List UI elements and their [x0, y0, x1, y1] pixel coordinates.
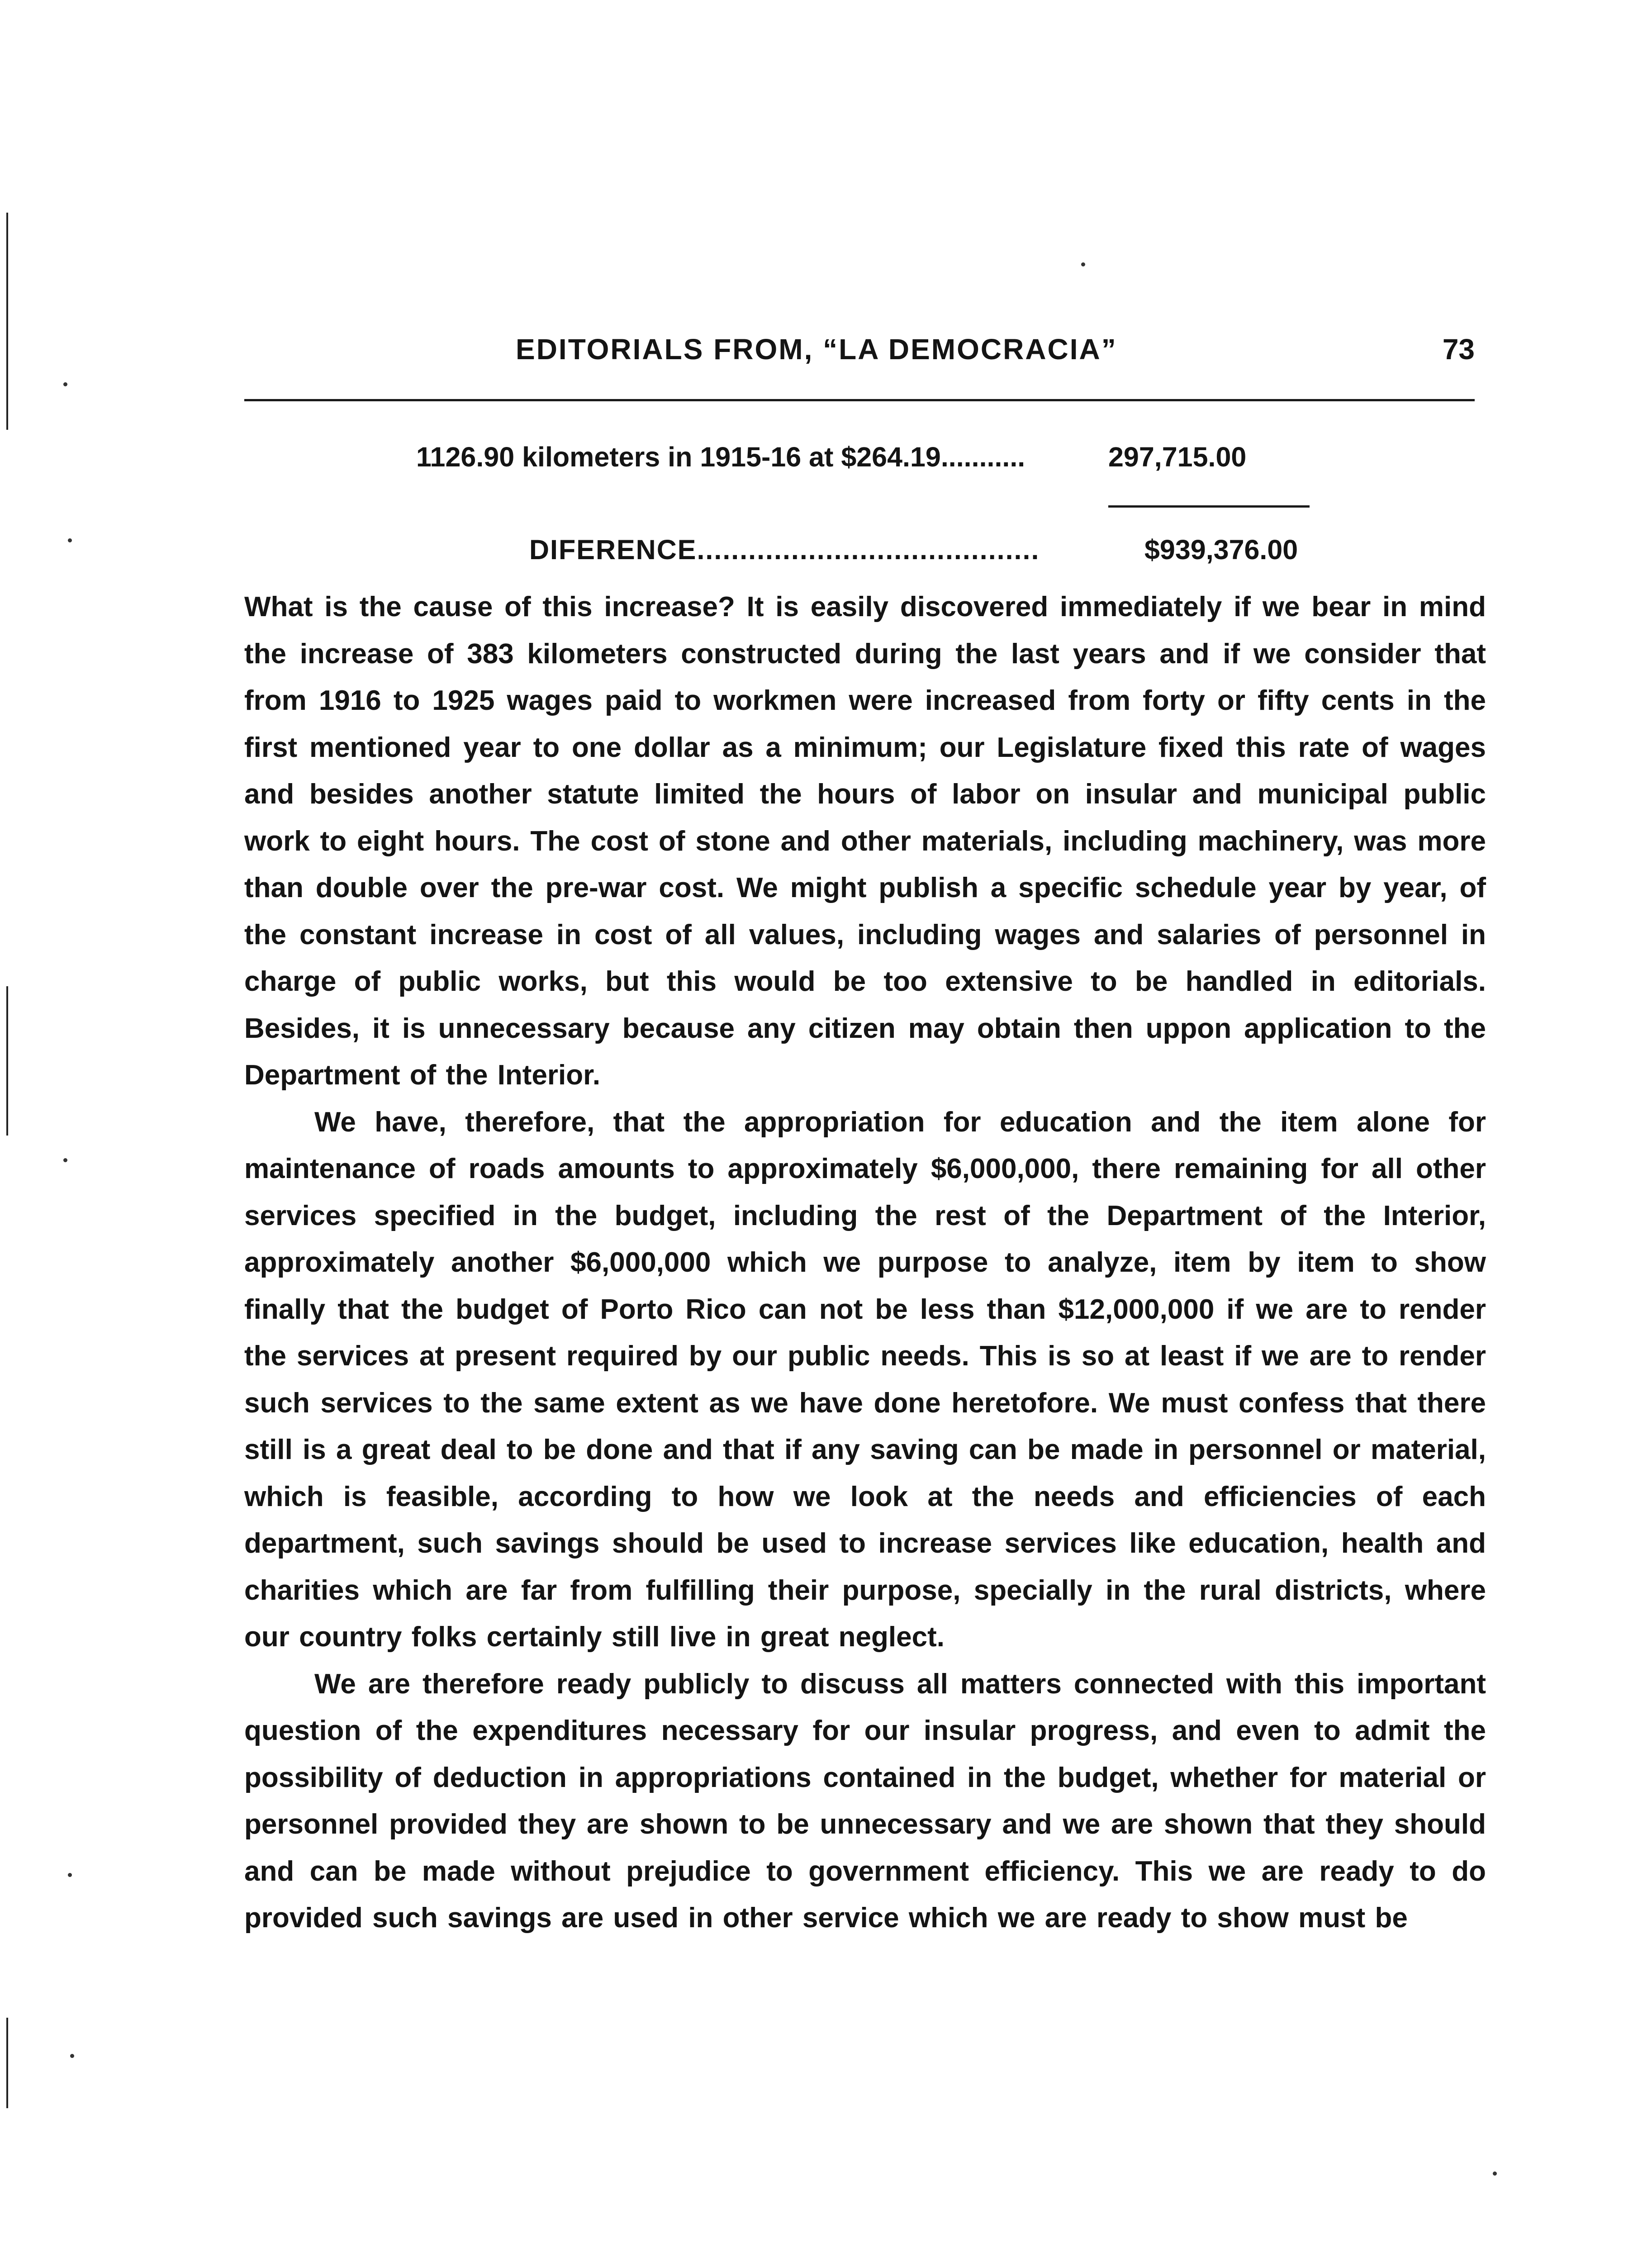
- ledger-row-label: 1126.90 kilometers in 1915-16 at $264.19...........: [416, 442, 1025, 472]
- scan-speck: [1493, 2172, 1497, 2176]
- scan-speck: [70, 2054, 74, 2058]
- sum-rule: [1108, 505, 1310, 508]
- header-rule: [244, 399, 1475, 401]
- scan-margin-line: [6, 986, 8, 1136]
- difference-amount: $939,376.00: [1144, 534, 1298, 565]
- scan-speck: [1081, 262, 1085, 266]
- scan-speck: [63, 1158, 67, 1162]
- paragraph: We have, therefore, that the appropriation for education and the item alone for maintenance of roads amounts to approximately $6,000,000, there remaining for all other services specified in the budget, including the rest of the Department of the Interior, approximately another $6,000,000 which we purpose to analyze, item by item to show finally that the budget of Porto Rico can not be less than $12,000,000 if we are to render the services at present required by our public needs. This is so at least if we are to render such services to the same extent as we have done heretofore. We must confess that there still is a great deal to be done and that if any saving can be made in personnel or material, which is feasible, according to how we look at the needs and efficiencies of each department, such savings should be used to increase services like education, health and charities which are far from fulfilling their purpose, specially in the rural districts, where our country folks certainly still live in great neglect.: [244, 1106, 1486, 1653]
- scan-speck: [63, 382, 67, 386]
- running-title: EDITORIALS FROM, “LA DEMOCRACIA”: [516, 333, 1117, 366]
- ledger-row-amount: 297,715.00: [1108, 442, 1247, 472]
- paragraph: What is the cause of this increase? It is easily discovered immediately if we bear in mind the increase of 383 kilometers constructed during the last years and if we consider that from 1916 to 1925 wages paid to workmen were increased from forty or fifty cents in the first mentioned year to one dollar as a minimum; our Legislature fixed this rate of wages and besides another statute limited the hours of labor on insular and municipal public work to eight hours. The cost of stone and other materials, including machinery, was more than double over the pre-war cost. We might publish a specific schedule year by year, of the constant increase in cost of all values, including wages and salaries of personnel in charge of public works, but this would be too extensive to be handled in editorials. Besides, it is unnecessary because any citizen may obtain then uppon application to the Department of the Interior.: [244, 591, 1486, 1091]
- scan-speck: [68, 538, 72, 542]
- body-text: [244, 584, 1486, 1942]
- page-number: 73: [1442, 333, 1475, 366]
- scan-speck: [68, 1873, 72, 1877]
- running-header: [244, 333, 1475, 373]
- scan-margin-line: [6, 2018, 8, 2108]
- scan-margin-line: [6, 213, 8, 430]
- difference-label: DIFERENCE........................................: [529, 534, 1040, 565]
- paragraph: We are therefore ready publicly to discuss all matters connected with this important question of the expenditures necessary for our insular progress, and even to admit the possibility of deduction in appropriations contained in the budget, whether for material or personnel provided they are shown to be unnecessary and we are shown that they should and can be made without prejudice to government efficiency. This we are ready to do provided such savings are used in other service which we are ready to show must be: [244, 1668, 1486, 1934]
